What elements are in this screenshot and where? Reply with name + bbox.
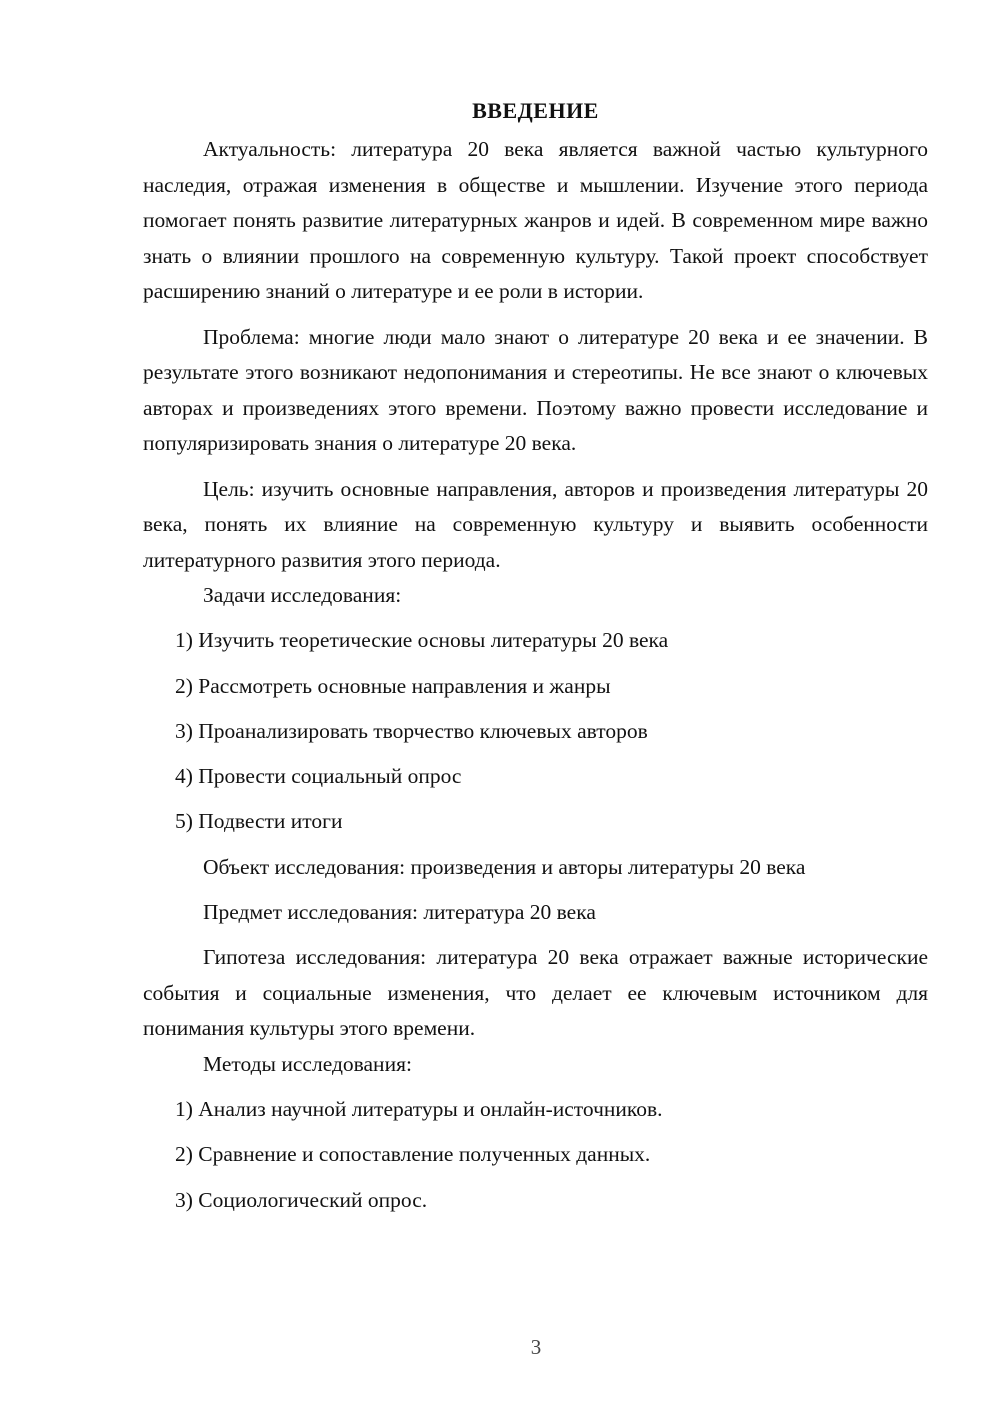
hypothesis-paragraph: Гипотеза исследования: литература 20 века отражает важные исторические события и социальные изменения, что делает ее ключевым источником для понимания культуры этого времени. xyxy=(143,945,928,1041)
method-item: 1) Анализ научной литературы и онлайн-источников. xyxy=(175,1097,663,1122)
methods-title: Методы исследования: xyxy=(203,1051,412,1076)
page-number: 3 xyxy=(530,1335,542,1359)
task-item: 2) Рассмотреть основные направления и жанры xyxy=(175,673,611,698)
subject-line: Предмет исследования: литература 20 века xyxy=(203,900,596,925)
problem-paragraph: Проблема: многие люди мало знают о литературе 20 века и ее значении. В результате этого возникают недопонимания и стереотипы. Не все знают о ключевых авторах и произведениях этого времени. Поэтому важно провести исследование и популяризировать знания о литературе 20 века. xyxy=(143,324,928,455)
method-item: 3) Социологический опрос. xyxy=(175,1187,428,1212)
task-item: 5) Подвести итоги xyxy=(175,809,343,834)
task-item: 3) Проанализировать творчество ключевых авторов xyxy=(175,718,648,743)
document-page xyxy=(143,96,928,1218)
object-line: Объект исследования: произведения и авторы литературы 20 века xyxy=(203,854,806,879)
relevance-paragraph: Актуальность: литература 20 века является важной частью культурного наследия, отражая изменения в обществе и мышлении. Изучение этого периода помогает понять развитие литературных жанров и идей. В современном мире важно знать о влиянии прошлого на современную культуру. Такой проект способствует расширению знаний о литературе и ее роли в истории. xyxy=(143,137,928,303)
tasks-title: Задачи исследования: xyxy=(203,583,402,607)
goal-paragraph: Цель: изучить основные направления, авторов и произведения литературы 20 века, понять их влияние на современную культуру и выявить особенности литературного развития этого периода. xyxy=(143,476,928,572)
method-item: 2) Сравнение и сопоставление полученных данных. xyxy=(175,1142,651,1167)
task-item: 1) Изучить теоретические основы литературы 20 века xyxy=(175,628,669,653)
section-heading: ВВЕДЕНИЕ xyxy=(472,98,599,123)
task-item: 4) Провести социальный опрос xyxy=(175,764,462,789)
